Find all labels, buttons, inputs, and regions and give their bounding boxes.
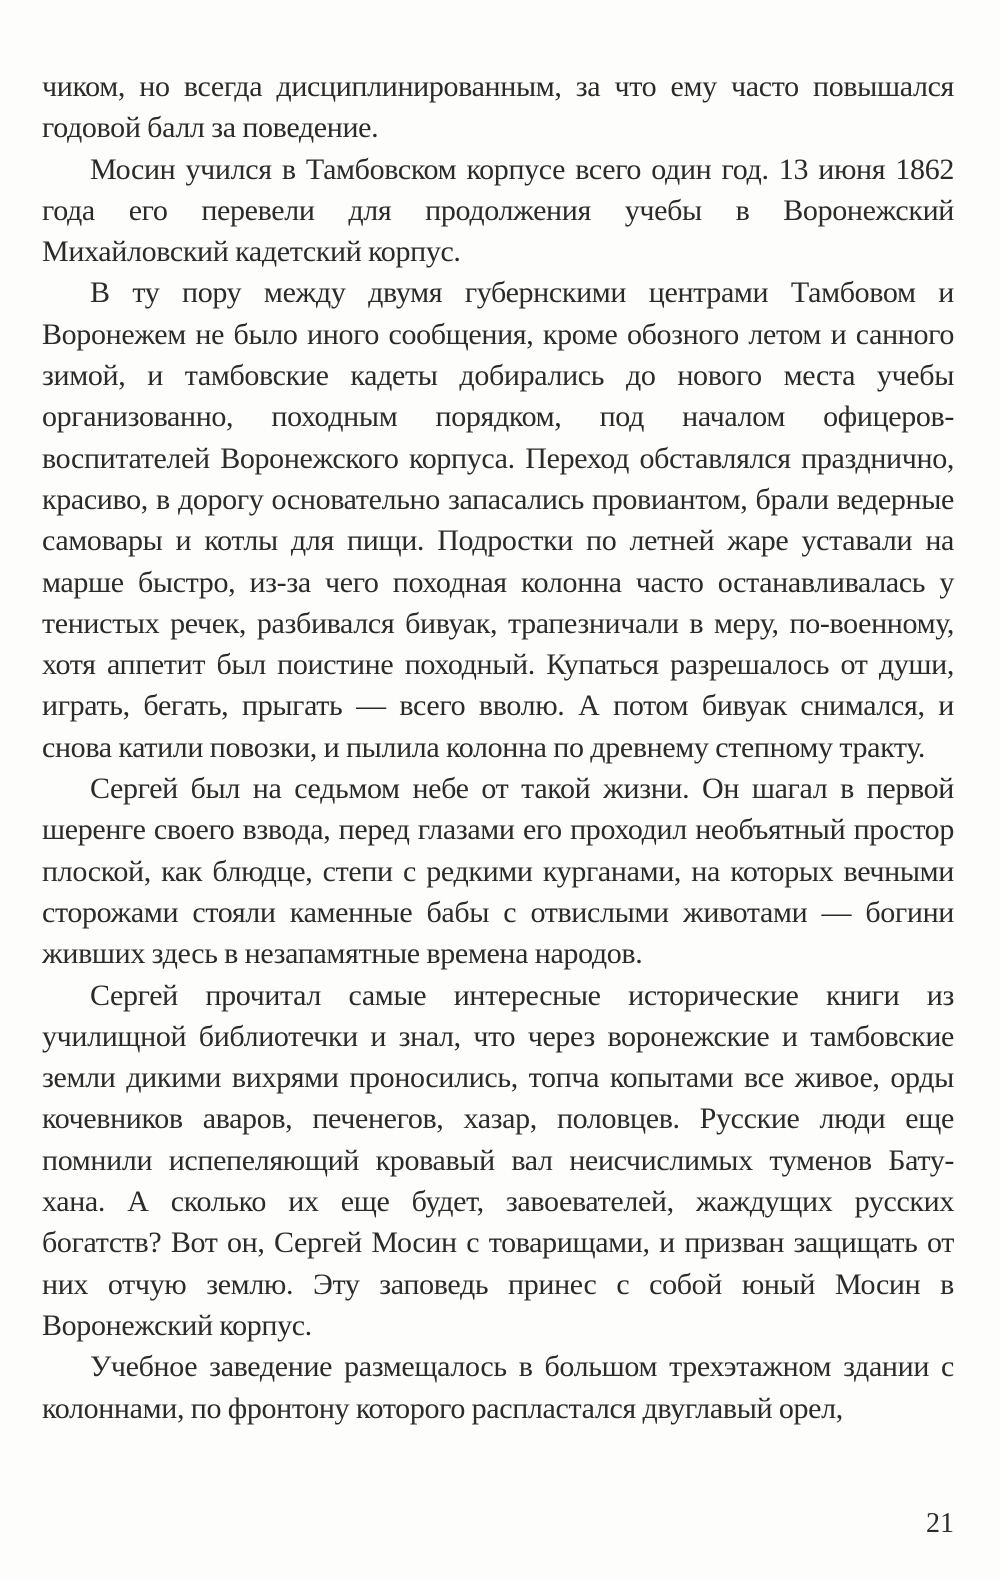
paragraph-3: В ту пору между двумя губернскими центрами Тамбовом и Воронежем не было иного сообщения, кроме обозного летом и санного зимой, и тамбовские кадеты добирались до нового места учебы организованно, походным порядком, под началом офицеров-воспитателей Воронежского корпуса. Переход обставлялся празднично, красиво, в дорогу основательно запасались провиантом, брали ведерные самовары и котлы для пищи. Подростки по летней жаре уставали на марше быстро, из-за чего походная колонна часто останавливалась у тенистых речек, разбивался бивуак, трапезничали в меру, по-военному, хотя аппетит был поистине походный. Купаться разрешалось от души, играть, бегать, прыгать — всего вволю. А потом бивуак снимался, и снова катили повозки, и пылила колонна по древнему степному тракту. [42, 276, 954, 764]
paragraph-1: чиком, но всегда дисциплинированным, за что ему часто повышался годовой балл за поведение. [42, 70, 954, 145]
page-number: 21 [926, 1508, 954, 1539]
paragraph-4: Сергей был на седьмом небе от такой жизни. Он шагал в первой шеренге своего взвода, перед глазами его проходил необъятный простор плоской, как блюдце, степи с редкими курганами, на которых вечными сторожами стояли каменные бабы с отвислыми животами — богини живших здесь в незапамятные времена народов. [42, 772, 954, 971]
paragraph-6: Учебное заведение размещалось в большом трехэтажном здании с колоннами, по фронтону которого распластался двуглавый орел, [42, 1350, 954, 1425]
body-text [42, 66, 954, 1429]
paragraph-2: Мосин учился в Тамбовском корпусе всего один год. 13 июня 1862 года его перевели для продолжения учебы в Воронежский Михайловский кадетский корпус. [42, 152, 954, 269]
paragraph-5: Сергей прочитал самые интересные исторические книги из училищной библиотечки и знал, что через воронежские и тамбовские земли дикими вихрями проносились, топча копытами все живое, орды кочевников аваров, печенегов, хазар, половцев. Русские люди еще помнили испепеляющий кровавый вал неисчислимых туменов Бату-хана. А сколько их еще будет, завоевателей, жаждущих русских богатств? Вот он, Сергей Мосин с товарищами, и призван защищать от них отчую землю. Эту заповедь принес с собой юный Мосин в Воронежский корпус. [42, 978, 954, 1342]
